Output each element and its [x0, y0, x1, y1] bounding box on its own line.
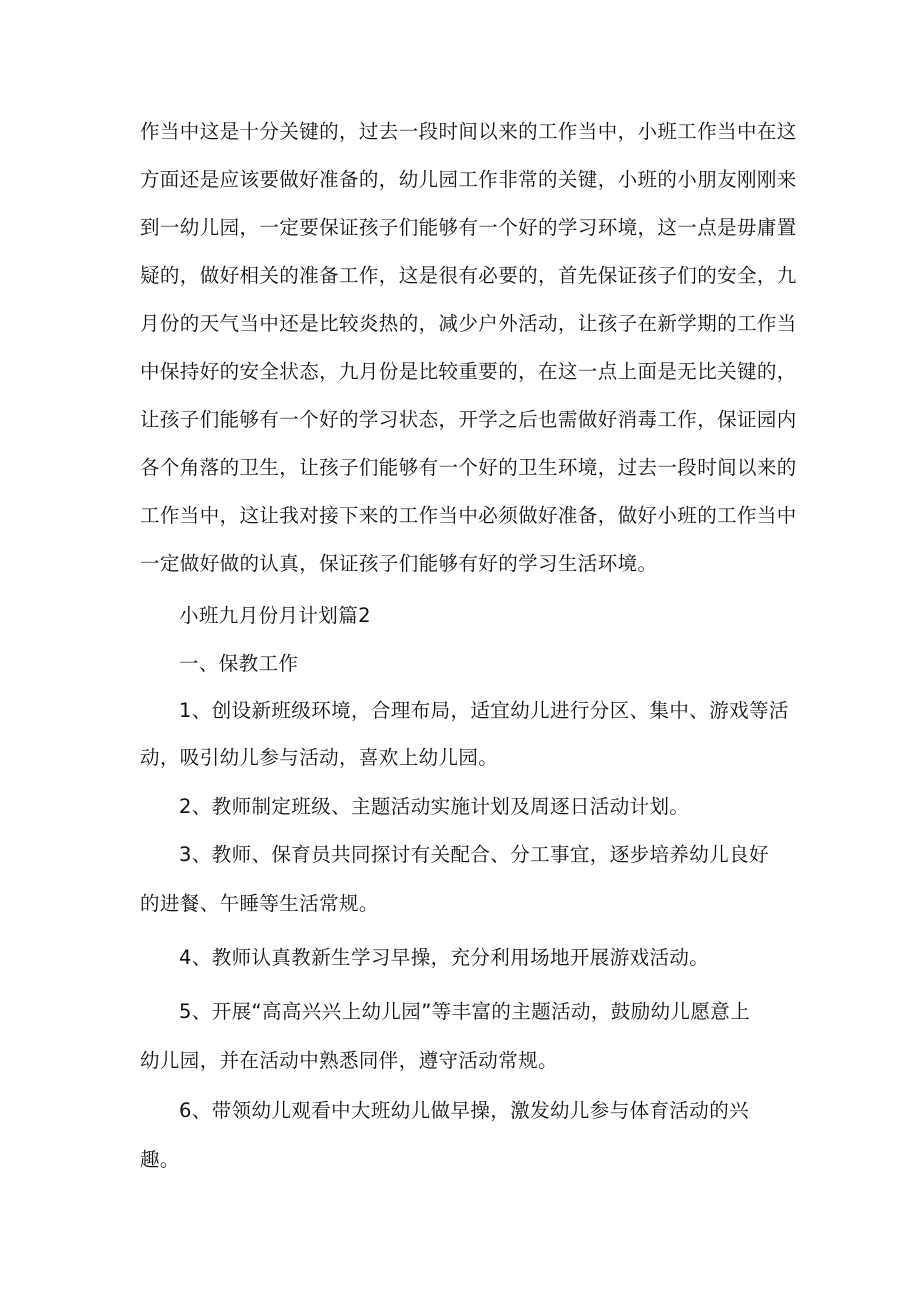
- subsection-title: 一、保教工作: [179, 652, 299, 675]
- list-item-continuation: 幼儿园，并在活动中熟悉同伴，遵守活动常规。: [140, 1049, 558, 1072]
- list-item: 3、教师、保育员共同探讨有关配合、分工事宜，逐步培养幼儿良好: [179, 843, 769, 866]
- section-title: 小班九月份月计划篇2: [179, 604, 371, 627]
- paragraph-line: 疑的，做好相关的准备工作，这是很有必要的，首先保证孩子们的安全，九: [140, 264, 797, 287]
- paragraph-line: 作当中这是十分关键的，过去一段时间以来的工作当中，小班工作当中在这: [140, 120, 797, 143]
- paragraph-line: 工作当中，这让我对接下来的工作当中必须做好准备，做好小班的工作当中: [140, 504, 797, 527]
- list-item: 6、带领幼儿观看中大班幼儿做早操，激发幼儿参与体育活动的兴: [179, 1099, 750, 1122]
- list-item-continuation: 趣。: [140, 1148, 180, 1171]
- paragraph-line: 方面还是应该要做好准备的，幼儿园工作非常的关键，小班的小朋友刚刚来: [140, 168, 797, 191]
- list-item: 4、教师认真教新生学习早操，充分利用场地开展游戏活动。: [179, 946, 710, 969]
- paragraph-line: 中保持好的安全状态，九月份是比较重要的，在这一点上面是无比关键的，: [140, 360, 797, 383]
- paragraph-line: 月份的天气当中还是比较炎热的，减少户外活动，让孩子在新学期的工作当: [140, 312, 797, 335]
- list-item: 5、开展“高高兴兴上幼儿园”等丰富的主题活动，鼓励幼儿愿意上: [179, 1000, 751, 1023]
- paragraph-line: 让孩子们能够有一个好的学习状态，开学之后也需做好消毒工作，保证园内: [140, 408, 797, 431]
- list-item-continuation: 的进餐、午睡等生活常规。: [140, 892, 379, 915]
- paragraph-line: 一定做好做的认真，保证孩子们能够有好的学习生活环境。: [140, 552, 658, 575]
- paragraph-line: 到一幼儿园，一定要保证孩子们能够有一个好的学习环境，这一点是毋庸置: [140, 216, 797, 239]
- paragraph-line: 各个角落的卫生，让孩子们能够有一个好的卫生环境，过去一段时间以来的: [140, 456, 797, 479]
- list-item: 2、教师制定班级、主题活动实施计划及周逐日活动计划。: [179, 795, 690, 818]
- list-item-continuation: 动，吸引幼儿参与活动，喜欢上幼儿园。: [140, 746, 499, 769]
- list-item: 1、创设新班级环境，合理布局，适宜幼儿进行分区、集中、游戏等活: [179, 699, 789, 722]
